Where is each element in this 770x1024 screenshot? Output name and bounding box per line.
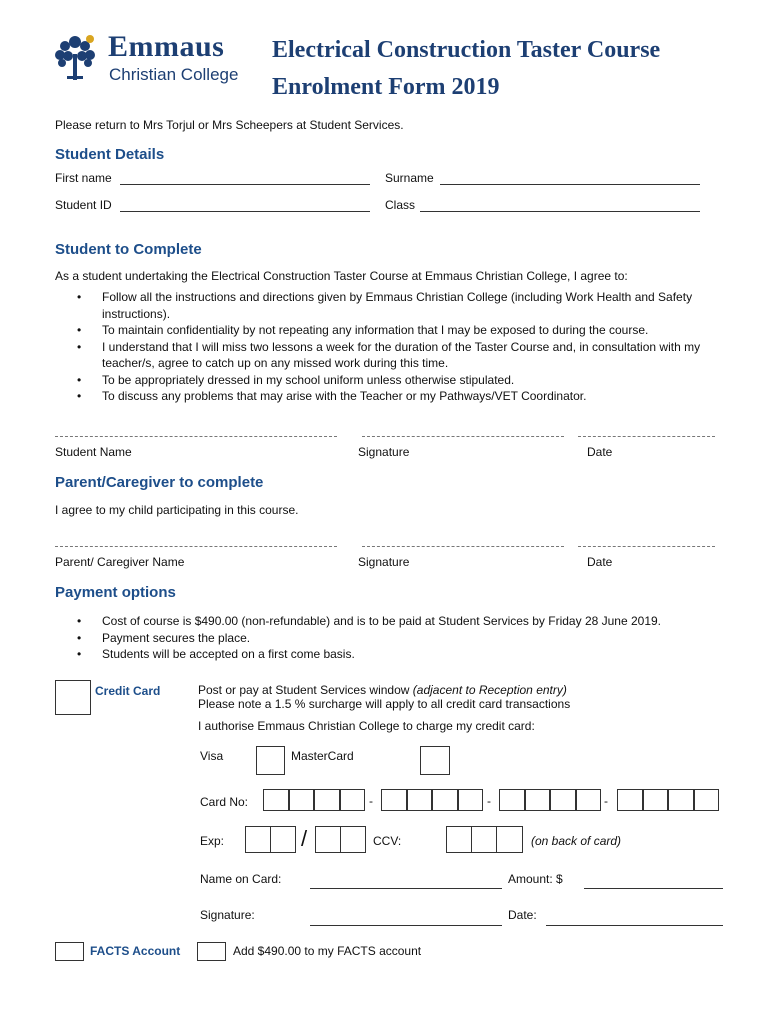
card-number-digit[interactable] xyxy=(432,789,458,811)
list-item: • To maintain confidentiality by not repeating any information that I may be exposed to during the course. xyxy=(55,322,705,339)
card-date-label: Date: xyxy=(508,908,537,922)
exp-year-digit-2[interactable] xyxy=(340,826,366,853)
visa-checkbox[interactable] xyxy=(256,746,285,775)
card-dash-2: - xyxy=(487,794,491,808)
credit-card-label: Credit Card xyxy=(95,684,161,698)
form-title-line1: Electrical Construction Taster Course xyxy=(272,37,661,63)
student-details-heading: Student Details xyxy=(55,146,165,163)
parent-date-line[interactable] xyxy=(578,546,715,547)
facts-add-checkbox[interactable] xyxy=(197,942,226,961)
mastercard-label: MasterCard xyxy=(291,749,354,763)
class-field[interactable] xyxy=(420,211,700,212)
student-signature-line[interactable] xyxy=(362,436,564,437)
exp-label: Exp: xyxy=(200,834,225,848)
exp-month-digit-1[interactable] xyxy=(245,826,271,853)
exp-year-digit-1[interactable] xyxy=(315,826,341,853)
card-no-label: Card No: xyxy=(200,795,249,809)
card-number-digit[interactable] xyxy=(458,789,484,811)
card-number-digit[interactable] xyxy=(617,789,643,811)
ccv-digit-2[interactable] xyxy=(471,826,497,853)
facts-text: Add $490.00 to my FACTS account xyxy=(233,944,422,958)
first-name-field[interactable] xyxy=(120,184,370,185)
parent-heading: Parent/Caregiver to complete xyxy=(55,474,264,491)
return-note: Please return to Mrs Torjul or Mrs Scheepers at Student Services. xyxy=(55,118,404,132)
ccv-digit-1[interactable] xyxy=(446,826,472,853)
payment-heading: Payment options xyxy=(55,584,176,601)
ccv-digit-3[interactable] xyxy=(496,826,523,853)
card-number-digit[interactable] xyxy=(576,789,602,811)
visa-label: Visa xyxy=(200,749,224,763)
list-item: • Payment secures the place. xyxy=(55,630,735,647)
list-item: • To discuss any problems that may arise with the Teacher or my Pathways/VET Coordinator. xyxy=(55,388,705,405)
student-intro: As a student undertaking the Electrical Construction Taster Course at Emmaus Christian College, I agree to: xyxy=(55,269,628,283)
student-signature-label: Signature xyxy=(358,445,410,459)
surcharge-note: Please note a 1.5 % surcharge will apply to all credit card transactions xyxy=(198,697,571,711)
parent-agree-text: I agree to my child participating in this course. xyxy=(55,503,299,517)
ccv-label: CCV: xyxy=(373,834,402,848)
student-complete-heading: Student to Complete xyxy=(55,241,202,258)
card-number-digit[interactable] xyxy=(694,789,720,811)
amount-field[interactable] xyxy=(584,888,723,889)
college-logo xyxy=(52,32,98,85)
card-date-field[interactable] xyxy=(546,925,723,926)
card-number-digit[interactable] xyxy=(499,789,525,811)
card-number-digit[interactable] xyxy=(525,789,551,811)
card-number-digit[interactable] xyxy=(289,789,315,811)
post-pay-location: (adjacent to Reception entry) xyxy=(412,683,567,697)
credit-card-checkbox[interactable] xyxy=(55,680,91,715)
card-number-digit[interactable] xyxy=(643,789,669,811)
facts-label: FACTS Account xyxy=(90,944,181,958)
authorise-text: I authorise Emmaus Christian College to charge my credit card: xyxy=(198,719,535,733)
list-item: • I understand that I will miss two lessons a week for the duration of the Taster Course and, in consultation with my teacher/s, agree to catch up on any missed work during this time. xyxy=(55,339,705,372)
student-name-line[interactable] xyxy=(55,436,337,437)
card-number-digit[interactable] xyxy=(263,789,289,811)
first-name-label: First name xyxy=(55,171,112,185)
parent-signature-label: Signature xyxy=(358,555,410,569)
name-on-card-label: Name on Card: xyxy=(200,872,282,886)
class-label: Class xyxy=(385,198,416,212)
student-date-label: Date xyxy=(587,445,613,459)
mastercard-checkbox[interactable] xyxy=(420,746,450,775)
card-number-digit[interactable] xyxy=(407,789,433,811)
list-item: • Follow all the instructions and directions given by Emmaus Christian College (including Work Health and Safety instructions). xyxy=(55,289,705,322)
card-number-digit[interactable] xyxy=(314,789,340,811)
list-item: • Students will be accepted on a first come basis. xyxy=(55,646,735,663)
tree-crest-icon xyxy=(52,32,98,82)
card-number-digit[interactable] xyxy=(340,789,366,811)
parent-signature-line[interactable] xyxy=(362,546,564,547)
ccv-note: (on back of card) xyxy=(531,834,622,848)
name-on-card-field[interactable] xyxy=(310,888,502,889)
card-dash-1: - xyxy=(369,794,373,808)
card-number-digit[interactable] xyxy=(381,789,407,811)
student-date-line[interactable] xyxy=(578,436,715,437)
student-agreement-list xyxy=(55,289,705,405)
student-id-field[interactable] xyxy=(120,211,370,212)
card-number-digit[interactable] xyxy=(550,789,576,811)
student-id-label: Student ID xyxy=(55,198,112,212)
logo-subtitle: Christian College xyxy=(109,65,239,84)
amount-label: Amount: $ xyxy=(508,872,563,886)
exp-slash: / xyxy=(301,826,308,851)
logo-name: Emmaus xyxy=(108,30,225,63)
list-item: • To be appropriately dressed in my school uniform unless otherwise stipulated. xyxy=(55,372,705,389)
exp-month-digit-2[interactable] xyxy=(270,826,296,853)
student-name-label: Student Name xyxy=(55,445,132,459)
parent-name-label: Parent/ Caregiver Name xyxy=(55,555,185,569)
card-signature-label: Signature: xyxy=(200,908,255,922)
card-signature-field[interactable] xyxy=(310,925,502,926)
parent-name-line[interactable] xyxy=(55,546,337,547)
card-dash-3: - xyxy=(604,794,608,808)
post-pay-text xyxy=(198,683,567,697)
surname-field[interactable] xyxy=(440,184,700,185)
post-pay-main: Post or pay at Student Services window xyxy=(198,683,413,697)
facts-checkbox[interactable] xyxy=(55,942,84,961)
list-item: • Cost of course is $490.00 (non-refundable) and is to be paid at Student Services by Friday 28 June 2019. xyxy=(55,613,735,630)
card-number-digit[interactable] xyxy=(668,789,694,811)
parent-date-label: Date xyxy=(587,555,613,569)
surname-label: Surname xyxy=(385,171,434,185)
payment-list xyxy=(55,613,735,663)
form-title-line2: Enrolment Form 2019 xyxy=(272,74,500,100)
